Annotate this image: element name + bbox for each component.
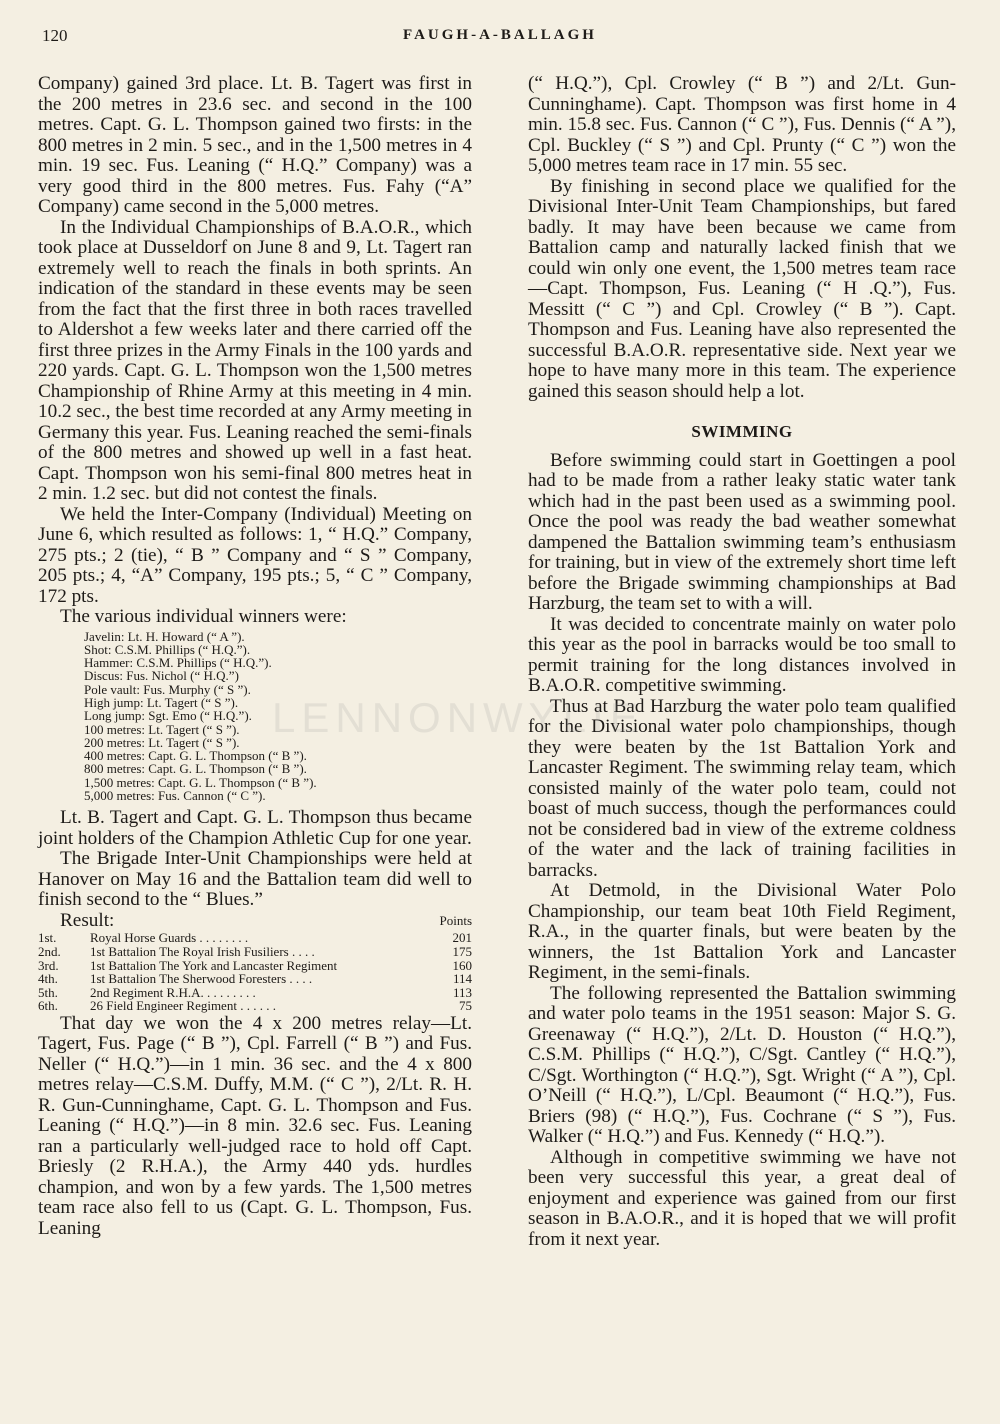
unit-cell: 26 Field Engineer Regiment . . . . . . [90,998,276,1014]
table-row [38,972,472,986]
list-item: Shot: C.S.M. Phillips (“ H.Q.”). [84,641,251,657]
unit-cell: 1st Battalion The York and Lancaster Regiment [90,957,338,973]
list-item: Long jump: Sgt. Emo (“ H.Q.”). [84,708,252,724]
position-cell: 2nd. [38,943,61,959]
list-item: 5,000 metres: Fus. Cannon (“ C ”). [84,788,266,804]
section-heading: SWIMMING [691,422,793,441]
watermark: LENNONWYLIE [272,694,644,741]
position-cell: 5th. [38,984,58,1000]
points-cell: 113 [452,984,472,1000]
paragraph: The various individual winners were: [60,606,347,627]
list-item: 400 metres: Capt. G. L. Thompson (“ B ”). [84,748,307,764]
list-item: Pole vault: Fus. Murphy (“ S ”). [84,681,251,697]
points-cell: 75 [459,998,472,1014]
table-row [38,986,472,1000]
result-header [60,911,472,932]
list-item: Javelin: Lt. H. Howard (“ A ”). [84,628,245,644]
position-cell: 1st. [38,930,57,946]
unit-cell: 1st Battalion The Sherwood Foresters . . . . [90,971,313,987]
table-row [38,999,472,1013]
position-cell: 3rd. [38,957,59,973]
unit-cell: Royal Horse Guards . . . . . . . . [90,930,249,946]
paragraph: At Detmold, in the Divisional Water Polo Championship, our team beat 10th Field Regiment, R.A., in the quarter finals, but were beaten by the winners, the 1st Battalion York and Lancaster Regiment, in the semi-finals. [528,880,956,983]
right-column [528,74,956,1250]
unit-cell: 1st Battalion The Royal Irish Fusiliers . . . . [90,943,315,959]
position-cell: 6th. [38,998,58,1014]
points-cell: 175 [452,943,472,959]
left-column [38,74,472,1239]
paragraph: By finishing in second place we qualified for the Divisional Inter-Unit Team Championships, but fared badly. It may have been because we came from Battalion camp and naturally lacked finish that we could win only one event, the 1,500 metres team race—Capt. Thompson, Fus. Leaning (“ H .Q.”), Fus. Messitt (“ C ”) and Cpl. Crowley (“ B ”). Capt. Thompson and Fus. Leaning have also represented the successful B.A.O.R. representative side. Next year we hope to have many more in this team. The experience gained this season should help a lot. [528,175,956,402]
paragraph: It was decided to concentrate mainly on water polo this year as the pool in barracks would be too small to permit training for the long distances involved in B.A.O.R. competitive swimming. [528,613,956,696]
position-cell: 4th. [38,971,58,987]
list-item: High jump: Lt. Tagert (“ S ”). [84,694,239,710]
list-item: 800 metres: Capt. G. L. Thompson (“ B ”). [84,761,307,777]
page-number: 120 [42,26,68,45]
list-item: Discus: Fus. Nichol (“ H.Q.”) [84,668,239,684]
points-cell: 114 [452,971,472,987]
table-row [38,945,472,959]
winners-list [84,630,472,803]
table-row [38,931,472,945]
list-item: 1,500 metres: Capt. G. L. Thompson (“ B ”). [84,774,317,790]
paragraph: Company) gained 3rd place. Lt. B. Tagert was first in the 200 metres in 23.6 sec. and second in the 100 metres. Capt. G. L. Thompson gained two firsts: in the 800 metres in 2 min. 5 sec., and in the 1,500 metres in 4 min. 19 sec. Fus. Leaning (“ H.Q.” Company) was a very good third in the 800 metres. Fus. Fahy (“A” Company) came second in the 5,000 metres. [38,73,472,217]
paragraph: The Brigade Inter-Unit Championships were held at Hanover on May 16 and the Battalion team did well to finish second to the “ Blues.” [38,848,472,911]
paragraph: That day we won the 4 x 200 metres relay—Lt. Tagert, Fus. Page (“ B ”), Cpl. Farrell (“ B ”) and Fus. Neller (“ H.Q.”)—in 1 min. 36 sec. and the 4 x 800 metres relay—C.S.M. Duffy, M.M. (“ C ”), 2/Lt. R. H. R. Gun-Cunninghame, Capt. G. L. Thompson and Fus. Leaning (“ H.Q.”)—in 8 min. 32.6 sec. Fus. Leaning ran a particularly well-judged race to hold off Capt. Briesly (2 R.H.A.), the Army 440 yds. hurdles champion, and won by a few yards. The 1,500 metres team race also fell to us (Capt. G. L. Thompson, Fus. Leaning [38,1012,472,1239]
paragraph: We held the Inter-Company (Individual) Meeting on June 6, which resulted as follows: 1, “ H.Q.” Company, 275 pts.; 2 (tie), “ B ” Company and “ S ” Company, 205 pts.; 4, “A” Company, 195 pts.; 5, “ C ” Company, 172 pts. [38,503,472,607]
results-table [38,931,472,1013]
list-item: Hammer: C.S.M. Phillips (“ H.Q.”). [84,655,272,671]
list-item: 100 metres: Lt. Tagert (“ S ”). [84,721,240,737]
result-label: Result: [60,909,115,931]
paragraph: Before swimming could start in Goettingen a pool had to be made from a rather leaky static water tank which had in the past been used as a swimming pool. Once the pool was ready the bad weather somewhat dampened the Battalion swimming team’s enthusiasm for training, but in view of the extremely short time left before the Brigade swimming championships at Bad Harzburg, the team set to with a will. [528,449,956,614]
points-cell: 201 [452,930,472,946]
table-row [38,959,472,973]
unit-cell: 2nd Regiment R.H.A. . . . . . . . . [90,984,256,1000]
points-cell: 160 [452,957,472,973]
paragraph: Thus at Bad Harzburg the water polo team qualified for the Divisional water polo championships, though they were beaten by the 1st Battalion York and Lancaster Regiment. The swimming relay team, which consisted mainly of the water polo team, could not boast of much success, though the performances could not be considered bad in view of the extreme coldness of the water and the lack of training facilities in barracks. [528,695,956,881]
paragraph: (“ H.Q.”), Cpl. Crowley (“ B ”) and 2/Lt. Gun-Cunninghame). Capt. Thompson was first home in 4 min. 15.8 sec. Fus. Cannon (“ C ”), Fus. Dennis (“ A ”), Cpl. Buckley (“ S ”) and Cpl. Prunty (“ C ”) won the 5,000 metres team race in 17 min. 55 sec. [528,73,956,176]
points-label: Points [439,912,472,928]
paragraph: The following represented the Battalion swimming and water polo teams in the 1951 season: Major S. G. Greenaway (“ H.Q.”), 2/Lt. D. Houston (“ H.Q.”), C.S.M. Phillips (“ H.Q.”), C/Sgt. Cantley (“ H.Q.”), C/Sgt. Worthington (“ H.Q.”), Sgt. Wright (“ A ”), Cpl. O’Neill (“ H.Q.”), L/Cpl. Beaumont (“ H.Q.”), Fus. Briers (98) (“ H.Q.”), Fus. Cochrane (“ S ”), Fus. Walker (“ H.Q.”) and Fus. Kennedy (“ H.Q.”). [528,982,956,1147]
paragraph: Although in competitive swimming we have not been very successful this year, a great deal of enjoyment and experience was gained from our first season in B.A.O.R., and it is hoped that we will profit from it next year. [528,1146,956,1250]
list-item: 200 metres: Lt. Tagert (“ S ”). [84,734,240,750]
running-title: FAUGH-A-BALLAGH [403,27,597,43]
paragraph: In the Individual Championships of B.A.O.R., which took place at Dusseldorf on June 8 and 9, Lt. Tagert ran extremely well to reach the finals in both sprints. An indication of the standard in these events may be seen from the fact that the first three in both races travelled to Aldershot a few weeks later and there carried off the first three prizes in the Army Finals in the 100 yards and 220 yards. Capt. G. L. Thompson won the 1,500 metres Championship of Rhine Army at this meeting in 4 min. 10.2 sec., the best time recorded at any Army meeting in Germany this year. Fus. Leaning reached the semi-finals of the 800 metres and showed up well in a fast heat. Capt. Thompson won his semi-final 800 metres heat in 2 min. 1.2 sec. but did not contest the finals. [38,216,472,504]
paragraph: Lt. B. Tagert and Capt. G. L. Thompson thus became joint holders of the Champion Athletic Cup for one year. [38,807,472,849]
